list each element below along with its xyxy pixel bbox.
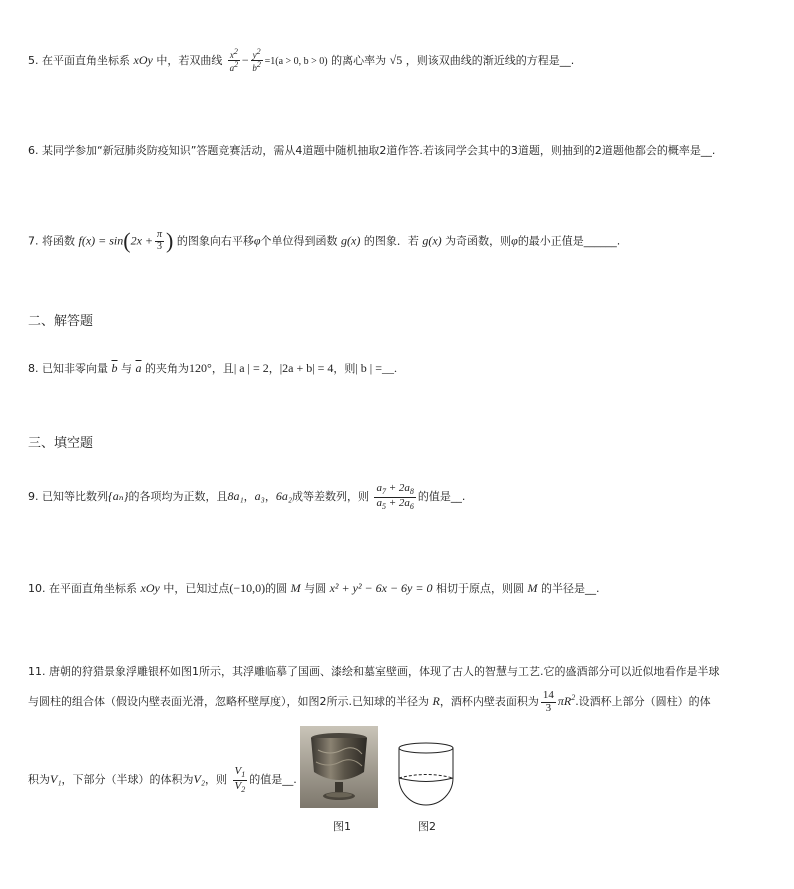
q11-text-2b: ，酒杯内壁表面积为 <box>439 695 539 709</box>
q5-text-1: 在平面直角坐标系 <box>42 53 130 67</box>
question-7: 7. 将函数 f(x) = sin(2x + $\frac{\pi}{3}$ ) 的图象向右平移φ个单位得到函数 g(x) 的图象．若 g(x) 为奇函数，则φ的最小正值是______. <box>28 228 621 253</box>
q9-term-6a2: 6a₂ <box>275 489 292 504</box>
q11-text-2a: 与圆柱的组合体（假设内壁表面光滑，忽略杯壁厚度），如图2所示.已知球的半径为 <box>28 695 429 709</box>
figure-2-cup-diagram <box>395 740 459 812</box>
question-5: 5. 在平面直角坐标系 xOy 中，若双曲线 $\frac{x2}{a2}$ − $\frac{y2}{b2}$ =1(a > 0, b > 0) 的离心率为 √5 ，则该双曲线的渐近线的方程是__. <box>28 47 575 74</box>
q7-text-1: 将函数 <box>42 234 75 248</box>
q11-area-fraction: $\frac{14}{3}$ <box>542 689 554 714</box>
q8-text-3: 的夹角为 <box>145 362 189 375</box>
q10-circle-M-2: M <box>527 581 538 595</box>
q10-number: 10. <box>28 582 46 595</box>
q7-pi-over-3: $\frac{\pi}{3}$ <box>157 229 163 252</box>
q8-vector-b: $\overline{b}$ <box>111 361 118 375</box>
q10-circle-equation: x² + y² − 6x − 6y = 0 <box>329 581 433 595</box>
q8-text-6: ，则 <box>333 362 356 375</box>
q9-separator-1: ， <box>243 490 255 504</box>
q11-text-3b: ，下部分（半球）的体积为 <box>61 773 194 787</box>
question-6: 6. 某同学参加“新冠肺炎防疫知识”答题竞赛活动，需从4道题中随机抽取2道作答.若该同学会其中的3道题，则抽到的2道题他都会的概率是__. <box>28 144 716 157</box>
q5-coordinate-system: xOy <box>133 52 153 67</box>
q11-v1: V₁ <box>50 772 62 787</box>
q8-angle: 120° <box>189 361 212 375</box>
q5-fraction-y: $\frac{y2}{b2}$ <box>252 47 261 74</box>
q10-circle-M: M <box>290 581 301 595</box>
q9-separator-2: ， <box>264 490 276 504</box>
q5-condition: =1(a > 0, b > 0) <box>264 55 328 67</box>
q8-vector-a: $\overline{a}$ <box>135 361 142 375</box>
question-11-line-2: 与圆柱的组合体（假设内壁表面光滑，忽略杯壁厚度），如图2所示.已知球的半径为 R，酒杯内壁表面积为 $\frac{14}{3}$ $\pi R^2$.设酒杯上部分（圆柱）的体 <box>28 689 711 714</box>
q9-text-1: 已知等比数列 <box>42 490 108 504</box>
q7-text-5: 为奇函数，则 <box>445 234 512 248</box>
q7-function-g-2: g(x) <box>422 233 442 248</box>
q8-text-2: 与 <box>121 362 132 375</box>
figure-1-caption: 图1 <box>333 820 351 833</box>
q11-ratio-fraction: $\frac{V_1}{V_2}$ <box>234 765 246 794</box>
q9-sequence: {aₙ} <box>108 489 129 504</box>
q5-sqrt5: √5 <box>389 52 403 67</box>
q8-text-5: ， <box>268 362 280 375</box>
q7-text-6: 的最小正值是______. <box>517 234 621 248</box>
q7-text-3: 个单位得到函数 <box>260 234 338 248</box>
q11-text-3d: 的值是__. <box>249 773 297 787</box>
question-10 <box>28 580 599 597</box>
figure-2-caption: 图2 <box>418 820 436 833</box>
q9-term-a3: a₃ <box>254 489 265 504</box>
q9-text-2: 的各项均为正数，且 <box>128 490 228 504</box>
q7-phi-2: φ <box>511 233 518 248</box>
section-2-heading: 二、解答题 <box>28 314 94 329</box>
q10-point: (−10,0) <box>229 581 266 595</box>
q5-fraction-x: $\frac{x2}{a2}$ <box>229 47 239 74</box>
q7-text-4: 的图象．若 <box>363 234 419 248</box>
q7-function-f: f(x) = sin <box>78 233 124 248</box>
q5-text-4: ，则该双曲线的渐近线的方程是__. <box>405 53 575 67</box>
q10-coordinate-system: xOy <box>140 581 160 595</box>
q5-number: 5. <box>28 53 39 67</box>
q11-radius: R <box>432 694 440 709</box>
q8-number: 8. <box>28 362 39 375</box>
q10-text-5: 相切于原点，则圆 <box>435 582 524 595</box>
q9-number: 9. <box>28 490 39 504</box>
section-3-heading: 三、填空题 <box>28 436 94 451</box>
q11-text-3a: 积为 <box>28 773 50 787</box>
question-8 <box>28 360 397 377</box>
q9-text-3: 成等差数列，则 <box>291 490 369 504</box>
question-9 <box>28 483 465 511</box>
q10-text-6: 的半径是__. <box>540 582 600 595</box>
question-11-line-3 <box>28 766 297 794</box>
q8-text-1: 已知非零向量 <box>42 362 108 375</box>
q9-term-8a1: 8a₁ <box>227 489 244 504</box>
q5-text-3: 的离心率为 <box>331 53 387 67</box>
q7-phi: φ <box>253 233 261 248</box>
question-11-line-1: 11. 唐朝的狩猎景象浮雕银杯如图1所示，其浮雕临摹了国画、漆绘和墓室壁画，体现了古人的智慧与工艺.它的盛酒部分可以近似地看作是半球 <box>28 665 720 678</box>
figure-1-silver-cup-image <box>300 726 378 808</box>
q10-text-2: 中，已知过点 <box>163 582 230 595</box>
q9-fraction: $\frac{a_7 + 2a_8}{a_5 + 2a_6}$ <box>376 482 414 511</box>
q8-text-4: ，且 <box>211 362 234 375</box>
q8-abs-b: | b | =__. <box>355 361 397 375</box>
q7-number: 7. <box>28 234 39 248</box>
q11-text-3c: ，则 <box>205 773 228 787</box>
q10-text-3: 的圆 <box>265 582 288 595</box>
q7-text-2: 的图象向右平移 <box>176 234 254 248</box>
q10-text-1: 在平面直角坐标系 <box>49 582 137 595</box>
q8-abs-combo: |2a + b| = 4 <box>279 361 334 375</box>
q5-text-2: 中，若双曲线 <box>156 53 223 67</box>
q9-text-4: 的值是__. <box>417 490 466 504</box>
q11-text-2c: .设酒杯上部分（圆柱）的体 <box>575 695 711 709</box>
q10-text-4: 与圆 <box>304 582 327 595</box>
q8-abs-a: | a | = 2 <box>233 361 269 375</box>
q11-v2: V₂ <box>193 772 206 787</box>
q7-function-g: g(x) <box>341 233 361 248</box>
